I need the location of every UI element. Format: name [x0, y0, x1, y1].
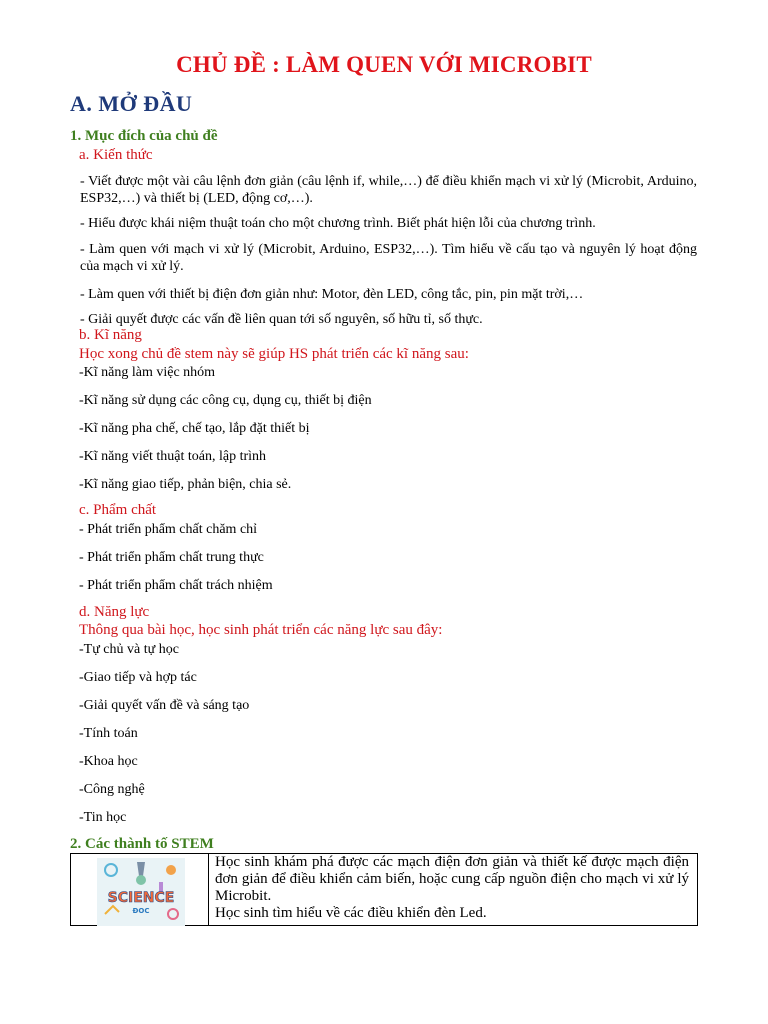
skills-heading: b. Kĩ năng: [79, 327, 142, 343]
knowledge-heading: a. Kiến thức: [79, 147, 153, 163]
competency-item: -Công nghệ: [79, 782, 145, 797]
skill-item: -Kĩ năng làm việc nhóm: [79, 365, 216, 380]
qualities-heading: c. Phẩm chất: [79, 502, 157, 518]
competency-item: -Giải quyết vấn đề và sáng tạo: [79, 698, 250, 713]
skills-intro: Học xong chủ đề stem này sẽ giúp HS phát triển các kĩ năng sau:: [79, 346, 469, 362]
stem-table-text-cell: [215, 854, 689, 925]
skill-item: -Kĩ năng viết thuật toán, lập trình: [79, 449, 267, 464]
stem-components-heading: 2. Các thành tố STEM: [70, 836, 214, 852]
skill-item: -Kĩ năng pha chế, chế tạo, lắp đặt thiết bị: [79, 421, 310, 436]
quality-item: - Phát triển phẩm chất chăm chỉ: [79, 522, 258, 537]
skill-item: -Kĩ năng giao tiếp, phản biện, chia sẻ.: [79, 477, 292, 492]
competency-item: -Giao tiếp và hợp tác: [79, 670, 197, 685]
knowledge-item: - Làm quen với mạch vi xử lý (Microbit, Arduino, ESP32,…). Tìm hiểu về cấu tạo và nguyên lý hoạt động của mạch vi xử lý.: [80, 242, 697, 274]
competency-item: -Tự chủ và tự học: [79, 642, 179, 657]
page-title: CHỦ ĐỀ : LÀM QUEN VỚI MICROBIT: [176, 52, 592, 77]
stem-table-image-cell: [71, 854, 209, 925]
quality-item: - Phát triển phẩm chất trách nhiệm: [79, 578, 273, 593]
competency-intro: Thông qua bài học, học sinh phát triển các năng lực sau đây:: [79, 622, 443, 638]
science-logo-icon: [97, 858, 185, 926]
competency-heading: d. Năng lực: [79, 604, 150, 620]
stem-table: [70, 853, 698, 926]
stem-science-text: Học sinh khám phá được các mạch điện đơn giản và thiết kế được mạch điện đơn giản để điều khiển cảm biến, hoặc cung cấp nguồn điện cho mạch vi xử lý Microbit.: [215, 854, 689, 904]
section-a-heading: A. MỞ ĐẦU: [70, 91, 193, 116]
competency-item: -Tính toán: [79, 726, 138, 741]
knowledge-item: - Giải quyết được các vấn đề liên quan tới số nguyên, số hữu tỉ, số thực.: [80, 312, 483, 327]
knowledge-item: - Làm quen với thiết bị điện đơn giản như: Motor, đèn LED, công tắc, pin, pin mặt trời,…: [80, 287, 584, 302]
knowledge-item: - Viết được một vài câu lệnh đơn giản (câu lệnh if, while,…) để điều khiển mạch vi xử lý (Microbit, Arduino, ESP32,…) và thiết bị (LED, động cơ,…).: [80, 174, 697, 206]
quality-item: - Phát triển phẩm chất trung thực: [79, 550, 264, 565]
logo-sub: ĐOC: [132, 907, 150, 915]
stem-science-text-2: Học sinh tìm hiểu về các điều khiển đèn Led.: [215, 905, 487, 921]
purpose-heading: 1. Mục đích của chủ đề: [70, 128, 218, 144]
logo-word: SCIENCE: [107, 890, 175, 906]
competency-item: -Khoa học: [79, 754, 138, 769]
competency-item: -Tin học: [79, 810, 127, 825]
skill-item: -Kĩ năng sử dụng các công cụ, dụng cụ, thiết bị điện: [79, 393, 372, 408]
knowledge-item: - Hiểu được khái niệm thuật toán cho một chương trình. Biết phát hiện lỗi của chương trình.: [80, 216, 596, 231]
